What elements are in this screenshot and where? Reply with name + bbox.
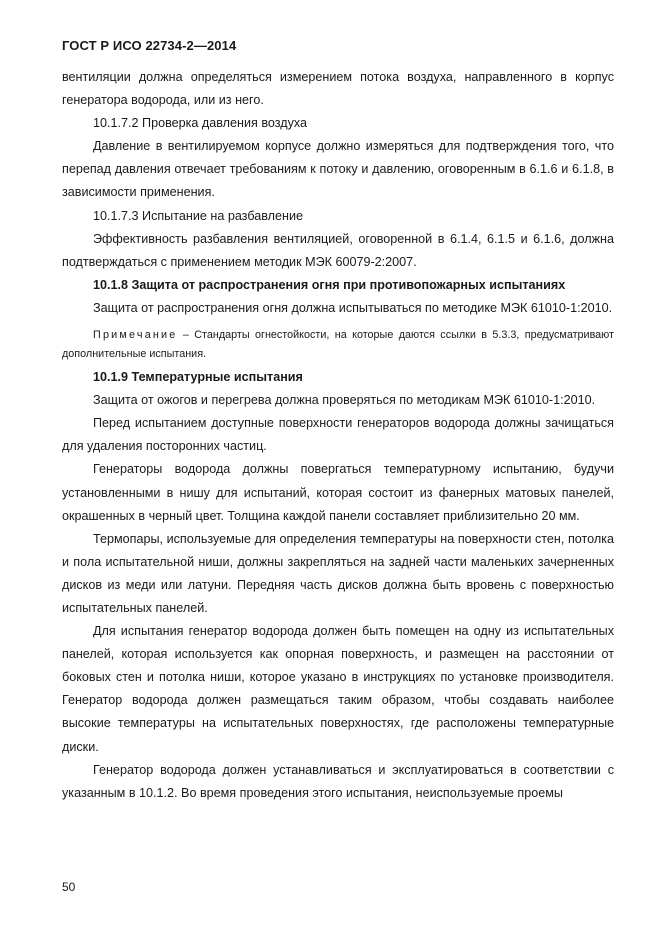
page-body (62, 66, 614, 805)
heading-10-1-7-3: 10.1.7.3 Испытание на разбавление (93, 208, 303, 223)
heading-10-1-8: 10.1.8 Защита от распространения огня при противопожарных испытаниях (93, 277, 566, 292)
paragraph-test-niche: Генераторы водорода должны повергаться температурному испытанию, будучи установленными в нишу для испытаний, которая состоит из фанерных матовых панелей, окрашенных в черный цвет. Толщина каждой панели составляет приблизительно 20 мм. (62, 462, 614, 523)
paragraph-generator-operation: Генератор водорода должен устанавливаться и эксплуатироваться в соответствии с указанным в 10.1.2. Во время проведения этого испытания, неиспользуемые проемы (62, 762, 614, 800)
paragraph-pressure-check: Давление в вентилируемом корпусе должно измеряться для подтверждения того, что перепад давления отвечает требованиям к потоку и давлению, оговоренным в 6.1.6 и 6.1.8, в зависимости применения. (62, 139, 614, 200)
document-header: ГОСТ Р ИСО 22734-2—2014 (62, 38, 237, 53)
heading-10-1-9: 10.1.9 Температурные испытания (93, 370, 303, 385)
paragraph-continuation: вентиляции должна определяться измерением потока воздуха, направленного в корпус генератора водорода, или из него. (62, 70, 614, 108)
paragraph-fire-protection: Защита от распространения огня должна испытываться по методике МЭК 61010-1:2010. (93, 300, 613, 315)
paragraph-dilution-test: Эффективность разбавления вентиляцией, оговоренной в 6.1.4, 6.1.5 и 6.1.6, должна подтверждаться с применением методик МЭК 60079-2:2007. (62, 231, 614, 269)
heading-10-1-7-2: 10.1.7.2 Проверка давления воздуха (93, 116, 308, 131)
paragraph-surface-cleaning: Перед испытанием доступные поверхности генераторов водорода должны зачищаться для удаления посторонних частиц. (62, 416, 614, 454)
page-number: 50 (62, 880, 76, 894)
paragraph-generator-placement: Для испытания генератор водорода должен быть помещен на одну из испытательных панелей, которая используется как опорная поверхность, и размещен на расстоянии от боковых стен и потолка ниши, которое указано в инструкциях по установке производителя. Генератор водорода должен размещаться таким образом, чтобы создавать наиболее высокие температуры на испытательных поверхностях, где расположены температурные диски. (62, 624, 614, 754)
note-label: Примечание (93, 329, 178, 342)
paragraph-thermocouples: Термопары, используемые для определения температуры на поверхности стен, потолка и пола испытательной ниши, должны закрепляться на задней части маленьких зачерненных дисков из меди или латуни. Передняя часть дисков должна быть вровень с поверхностью испытательных панелей. (62, 531, 614, 615)
note-paragraph (62, 326, 614, 364)
note-text: – Стандарты огнестойкости, на которые даются ссылки в 5.3.3, предусматривают дополнительные испытания. (62, 329, 614, 361)
paragraph-burn-protection: Защита от ожогов и перегрева должна проверяться по методикам МЭК 61010-1:2010. (93, 393, 596, 408)
